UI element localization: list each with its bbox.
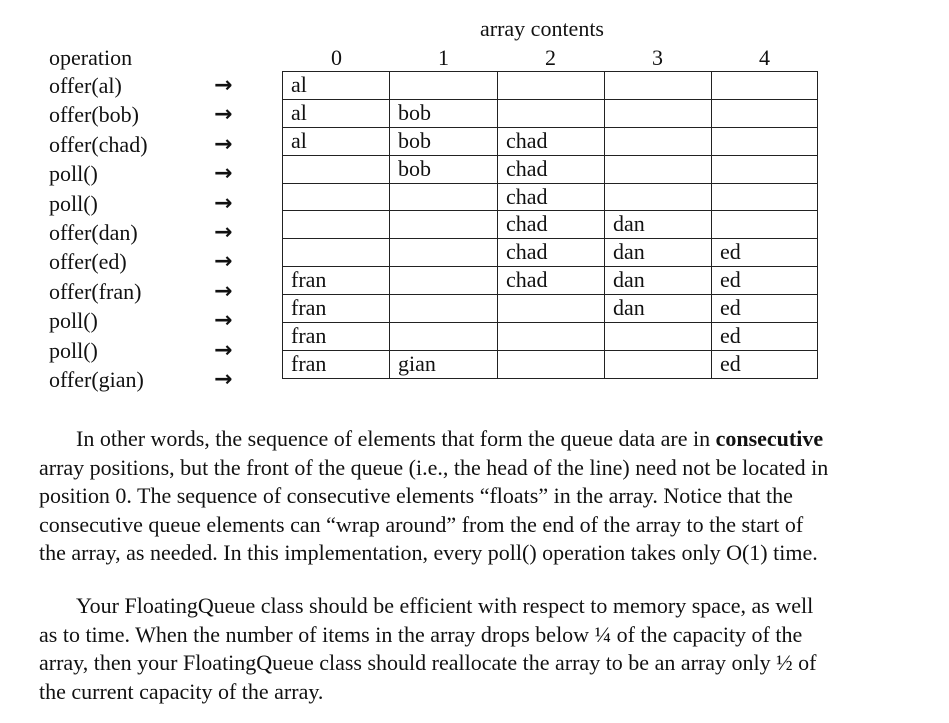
operation-label: poll() bbox=[49, 161, 98, 187]
table-caption: array contents bbox=[480, 16, 604, 41]
table-row bbox=[283, 350, 818, 378]
operation-label: offer(fran) bbox=[49, 278, 142, 304]
array-cell bbox=[283, 183, 390, 211]
paragraph-text: In other words, the sequence of elements that form the queue data are in bbox=[76, 426, 716, 451]
array-cell bbox=[498, 323, 605, 351]
array-cell: ed bbox=[712, 267, 818, 295]
array-cell: chad bbox=[498, 239, 605, 267]
array-cell bbox=[283, 239, 390, 267]
operation-label: offer(ed) bbox=[49, 249, 127, 275]
array-cell: chad bbox=[498, 267, 605, 295]
column-index-0: 0 bbox=[331, 45, 342, 70]
table-row bbox=[283, 323, 818, 351]
array-cell bbox=[390, 72, 498, 100]
table-row bbox=[283, 155, 818, 183]
array-cell bbox=[390, 239, 498, 267]
array-cell bbox=[712, 72, 818, 100]
array-cell: bob bbox=[390, 127, 498, 155]
column-index-2: 2 bbox=[545, 45, 556, 70]
table-row bbox=[283, 183, 818, 211]
right-arrow-icon: → bbox=[214, 308, 233, 334]
right-arrow-icon: → bbox=[214, 161, 233, 187]
right-arrow-icon: → bbox=[214, 337, 233, 363]
paragraph-line: position 0. The sequence of consecutive elements “floats” in the array. Notice that the bbox=[39, 483, 793, 509]
array-cell: gian bbox=[390, 350, 498, 378]
array-cell bbox=[390, 183, 498, 211]
array-cell bbox=[712, 155, 818, 183]
emphasis-text: consecutive bbox=[715, 426, 824, 451]
array-cell bbox=[390, 323, 498, 351]
operation-label: offer(dan) bbox=[49, 219, 138, 245]
column-index-4: 4 bbox=[759, 45, 770, 70]
array-cell bbox=[712, 99, 818, 127]
array-cell: al bbox=[283, 99, 390, 127]
paragraph-line: consecutive queue elements can “wrap around” from the end of the array to the start of bbox=[39, 511, 804, 537]
paragraph-line: array positions, but the front of the queue (i.e., the head of the line) need not be located in bbox=[39, 454, 829, 480]
paragraph-line: the array, as needed. In this implementation, every poll() operation takes only O(1) time. bbox=[39, 540, 818, 566]
array-cell bbox=[605, 183, 712, 211]
array-cell bbox=[390, 211, 498, 239]
operation-label: offer(gian) bbox=[49, 366, 144, 392]
array-cell: al bbox=[283, 72, 390, 100]
table-header-row bbox=[0, 45, 949, 71]
array-cell bbox=[605, 127, 712, 155]
array-cell bbox=[498, 295, 605, 323]
paragraph-line bbox=[39, 425, 929, 454]
array-cell bbox=[498, 99, 605, 127]
array-cell bbox=[712, 127, 818, 155]
array-cell bbox=[605, 155, 712, 183]
paragraph-line: array, then your FloatingQueue class should reallocate the array to be an array only ½ of bbox=[39, 650, 817, 676]
right-arrow-icon: → bbox=[214, 190, 233, 216]
operation-label: offer(chad) bbox=[49, 131, 148, 157]
operation-label: poll() bbox=[49, 337, 98, 363]
array-contents-table bbox=[282, 71, 818, 379]
operation-label: offer(al) bbox=[49, 73, 122, 98]
right-arrow-icon: → bbox=[214, 278, 233, 304]
right-arrow-icon: → bbox=[214, 102, 233, 128]
array-cell bbox=[712, 211, 818, 239]
array-cell bbox=[283, 155, 390, 183]
paragraph-line: as to time. When the number of items in the array drops below ¼ of the capacity of the bbox=[39, 621, 803, 647]
array-cell bbox=[498, 72, 605, 100]
table-row bbox=[283, 211, 818, 239]
operation-label: poll() bbox=[49, 190, 98, 216]
array-cell: al bbox=[283, 127, 390, 155]
array-cell: dan bbox=[605, 211, 712, 239]
array-cell bbox=[283, 211, 390, 239]
paragraph-line: the current capacity of the array. bbox=[39, 678, 324, 704]
array-cell bbox=[605, 350, 712, 378]
right-arrow-icon: → bbox=[214, 73, 233, 98]
table-row bbox=[283, 267, 818, 295]
array-cell: bob bbox=[390, 99, 498, 127]
table-row bbox=[283, 72, 818, 100]
paragraph-memory-efficiency bbox=[39, 592, 929, 706]
operation-label: poll() bbox=[49, 308, 98, 334]
array-cell: ed bbox=[712, 239, 818, 267]
array-cell: fran bbox=[283, 323, 390, 351]
paragraph-line: Your FloatingQueue class should be efficient with respect to memory space, as well bbox=[76, 593, 814, 618]
array-cell: ed bbox=[712, 295, 818, 323]
array-cell bbox=[498, 350, 605, 378]
array-cell bbox=[390, 267, 498, 295]
array-cell bbox=[605, 323, 712, 351]
array-cell bbox=[712, 183, 818, 211]
array-cell: chad bbox=[498, 211, 605, 239]
array-cell: dan bbox=[605, 295, 712, 323]
array-cell: dan bbox=[605, 267, 712, 295]
operation-header: operation bbox=[49, 45, 133, 70]
array-cell bbox=[605, 99, 712, 127]
right-arrow-icon: → bbox=[214, 131, 233, 157]
array-cell: chad bbox=[498, 155, 605, 183]
array-cell: fran bbox=[283, 350, 390, 378]
array-cell bbox=[605, 72, 712, 100]
array-cell: ed bbox=[712, 323, 818, 351]
right-arrow-icon: → bbox=[214, 249, 233, 275]
array-cell: chad bbox=[498, 127, 605, 155]
array-cell: bob bbox=[390, 155, 498, 183]
table-row bbox=[283, 99, 818, 127]
operation-label: offer(bob) bbox=[49, 102, 139, 128]
column-index-3: 3 bbox=[652, 45, 663, 70]
table-row bbox=[283, 239, 818, 267]
arrow-list bbox=[214, 71, 232, 394]
table-row bbox=[283, 295, 818, 323]
array-cell: dan bbox=[605, 239, 712, 267]
array-cell: chad bbox=[498, 183, 605, 211]
table-row bbox=[283, 127, 818, 155]
array-cell: ed bbox=[712, 350, 818, 378]
column-index-1: 1 bbox=[438, 45, 449, 70]
right-arrow-icon: → bbox=[214, 366, 233, 392]
paragraph-floating-explanation bbox=[39, 425, 929, 568]
array-cell bbox=[390, 295, 498, 323]
array-cell: fran bbox=[283, 267, 390, 295]
right-arrow-icon: → bbox=[214, 219, 233, 245]
array-cell: fran bbox=[283, 295, 390, 323]
